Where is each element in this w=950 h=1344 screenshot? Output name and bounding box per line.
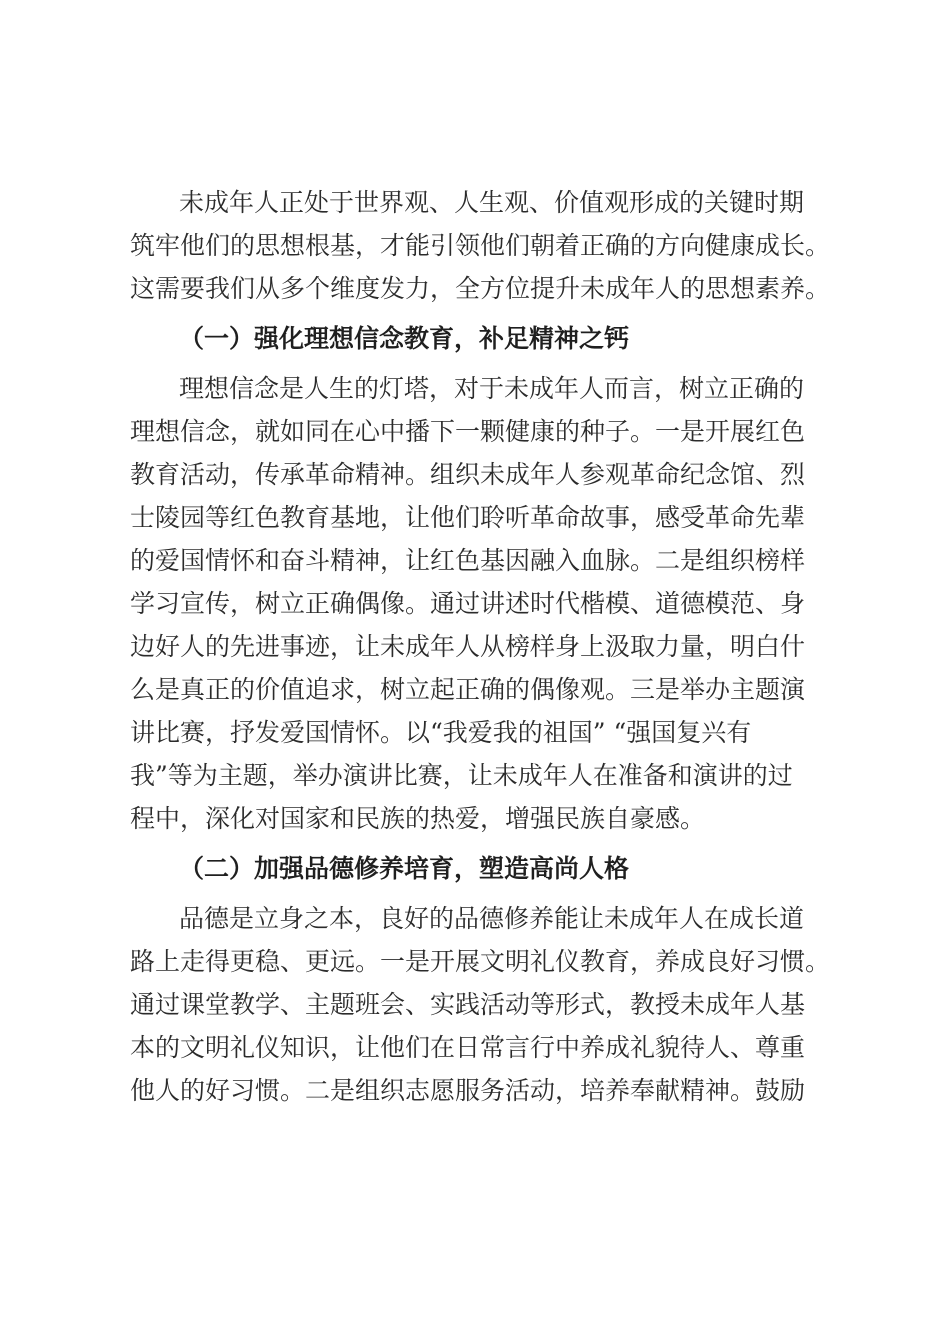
section-heading-1: （一）强化理想信念教育，补足精神之钙 <box>179 324 630 353</box>
paragraph-line: 讲比赛，抒发爱国情怀。以“我爱我的祖国” “强国复兴有 <box>130 718 752 747</box>
section-1-paragraph <box>130 367 842 840</box>
paragraph-line: 士陵园等红色教育基地，让他们聆听革命故事，感受革命先辈 <box>130 503 806 532</box>
paragraph-line: 理想信念是人生的灯塔，对于未成年人而言，树立正确的 <box>179 374 805 403</box>
paragraph-line: 路上走得更稳、更远。一是开展文明礼仪教育，养成良好习惯。 <box>130 947 831 976</box>
paragraph-line: 学习宣传，树立正确偶像。通过讲述时代楷模、道德模范、身 <box>130 589 806 618</box>
paragraph-line: 教育活动，传承革命精神。组织未成年人参观革命纪念馆、烈 <box>130 460 806 489</box>
paragraph-line: 的爱国情怀和奋斗精神，让红色基因融入血脉。二是组织榜样 <box>130 546 806 575</box>
document-body <box>130 181 842 1112</box>
paragraph-line: 本的文明礼仪知识，让他们在日常言行中养成礼貌待人、尊重 <box>130 1033 806 1062</box>
section-heading-2: （二）加强品德修养培育，塑造高尚人格 <box>179 854 630 883</box>
paragraph-line: 品德是立身之本，良好的品德修养能让未成年人在成长道 <box>179 904 805 933</box>
paragraph-line: 未成年人正处于世界观、人生观、价值观形成的关键时期 <box>179 188 805 217</box>
paragraph-line: 么是真正的价值追求，树立起正确的偶像观。三是举办主题演 <box>130 675 806 704</box>
paragraph-line: 程中，深化对国家和民族的热爱，增强民族自豪感。 <box>130 804 706 833</box>
paragraph-line: 我”等为主题，举办演讲比赛，让未成年人在准备和演讲的过 <box>130 761 793 790</box>
intro-paragraph <box>130 181 842 310</box>
paragraph-line: 筑牢他们的思想根基，才能引领他们朝着正确的方向健康成长。 <box>130 231 831 260</box>
paragraph-line: 边好人的先进事迹，让未成年人从榜样身上汲取力量，明白什 <box>130 632 806 661</box>
paragraph-line: 他人的好习惯。二是组织志愿服务活动，培养奉献精神。鼓励 <box>130 1076 806 1105</box>
section-2-paragraph <box>130 897 842 1112</box>
paragraph-line: 通过课堂教学、主题班会、实践活动等形式，教授未成年人基 <box>130 990 806 1019</box>
paragraph-line: 这需要我们从多个维度发力，全方位提升未成年人的思想素养。 <box>130 274 831 303</box>
paragraph-line: 理想信念，就如同在心中播下一颗健康的种子。一是开展红色 <box>130 417 806 446</box>
